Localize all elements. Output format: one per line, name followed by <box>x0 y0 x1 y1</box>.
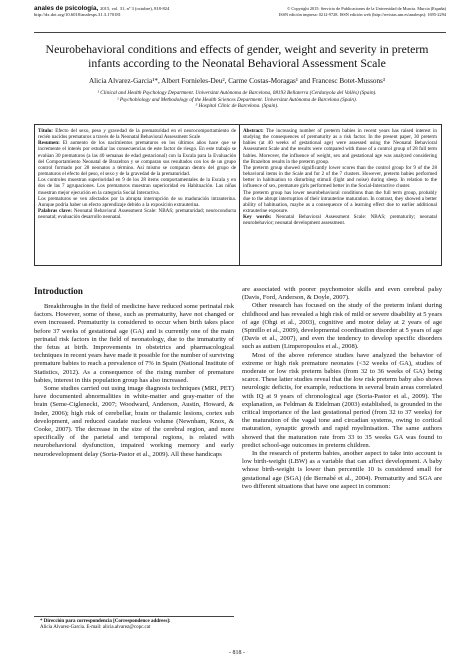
abstract-text-3: The preterm group has lower neurobehavioral conditions than the full term group, probably due to the abrupt interruption of their intrauterine maturation. In contrast, they showed a better ability of habituation, maybe as a consequence of a learning effect due to earlier additional extrauterine exposure. <box>243 189 437 215</box>
footnote-title: * Dirección para correspondencia [Correspondence address]: <box>40 619 171 624</box>
paper-title: Neurobehavioral conditions and effects of gender, weight and severity in preterm infants according to the Neonatal Behavioral Assessment Scale <box>45 42 429 70</box>
body-column-right <box>242 286 442 491</box>
body-paragraph: Breakthroughs in the field of medicine have reduced some perinatal risk factors. However, some of these, such as prematurity, have not changed or even increased. Prematurity is considered to occur when birth takes place before 37 weeks of gestational age (GA) and is currently one of the main perinatal risk factors in the field of neonatology, due to the immaturity of the fetus at birth. Improvements in obstetrics and pharmacological techniques in recent years have made it possible for the number of surviving premature babies to reach a prevalence of 7% in Spain (National Institute of Statistics, 2012). As a consequence of the rising number of premature babies, interest in this population group has also increased. <box>34 303 234 384</box>
body-paragraph: In the research of preterm babies, another aspect to take into account is low birth-weight (LBW) as a variable that can affect development. A baby whose birth-weight is lower than percentile 10 is considered small for gestational age (SGA) (de Bernabé et al., 2004). Prematurity and SGA are two different situations that have one aspect in common: <box>242 450 442 490</box>
abstract-spanish <box>38 128 236 220</box>
abstract-label: Abstract: <box>243 128 264 134</box>
palabras-clave-label: Palabras clave: <box>38 208 72 215</box>
body-paragraph: Most of the above reference studies have analyzed the behavior of extreme or high risk premature neonates (<32 weeks of GA), studies of moderate or low risk preterm babies (from 32 to 36 weeks of GA) being scarce. These latter studies reveal that the low risk preterm baby also shows neurologic deficits, for example, reductions in several brain areas correlated with IQ at 9 years of chronological age (Soria-Pastor et al., 2009). The explanation, as Feldman & Eidelman (2003) established, is grounded in the critical importance of the last gestational period (from 32 to 37 weeks) for the maturation of the vagal tone and circadian systems, owing to cortical maturation, synaptic growth and rapid myelinisation. The same authors showed that the maturation rate from 33 to 35 weeks GA was found to predict school-age outcomes in preterm children. <box>242 351 442 449</box>
journal-name: anales de psicología, 2015, vol. 31, nº 3 (octubre), 818-824 <box>34 5 170 12</box>
spanish-title: Efecto del sexo, peso y gravedad de la prematuridad en el neurocomportamiento de recién nacidos prematuros a través de la Neonatal Behavioral Assessment Scale <box>38 128 236 141</box>
keywords: Neonatal Behavioral Assessment Scale: NBAS; prematurity; neonatal neurobehavior; neonatal development assessment. <box>243 214 437 227</box>
body-paragraph: Other research has focused on the study of the preterm infant during childhood and has revealed a high risk of mild or severe disability at 5 years of age (Ohgi et al., 2003), cognitive and motor delay at 2 years of age (Spinillo et al., 2009), developmental coordination disorder at 5 years of age (Davis et al., 2007), and even the tendency to develop specific disorders such as autism (Limperopoulos et al., 2008). <box>242 302 442 351</box>
author-list: Alicia Alvarez-Garcia¹*, Albert Fornieles-Deu², Carme Costas-Moragas¹ and Francesc Botet-Mussons³ <box>88 77 386 85</box>
affiliations <box>40 90 434 110</box>
copyright-notice <box>279 6 446 18</box>
resumen-text-3: Los prematuros se ven afectados por la abrupta interrupción de su maduración intrauterina. Aunque podría haber un efecto aprendizaje debido a la exposición extrauterina. <box>38 195 236 208</box>
abstract-english <box>243 128 437 227</box>
abstract-text-2: The preterm group showed significantly lower scores than the control group for 9 of the 28 behavioral items in the Scale and for 2 of the 7 clusters. However, preterm babies performed better in habituation to disturbing stimuli (light and noise) during sleep. In relation to the influence of sex, premature girls performed better in the Social-Interactive cluster. <box>243 164 437 190</box>
header-divider <box>34 32 446 33</box>
doi-link[interactable]: http://dx.doi.org/10.6018/analesps.31.3.170181 <box>34 12 121 17</box>
resumen-text: El aumento de los nacimientos prematuros en los últimos años hace que se incremente el interés por estudiar las consecuencias de este factor de riesgo. En este trabajo se evalúan 30 prematuros (a las 40 semanas de edad gestacional) con la Escala para la Evaluación del Comportamiento Neonatal de Brazelton y se comparan sus resultados con los de un grupo control formado por 28 neonatos a término. Así mismo se comparan dentro del grupo de prematuros el efecto del peso, el sexo y de la gravedad de la prematuridad. <box>38 140 236 178</box>
body-column-left <box>34 286 234 459</box>
spanish-title-label: Título: <box>38 128 54 134</box>
page-number: - 818 - <box>229 650 245 656</box>
journal-header <box>34 6 446 32</box>
journal-issue: 2015, vol. 31, nº 3 (octubre), 818-824 <box>100 6 170 11</box>
journal-citation <box>34 6 169 18</box>
affiliation-3: ³ Hospital Clínic de Barcelona. (Spain). <box>195 103 279 110</box>
abstract-divider <box>239 125 240 265</box>
affiliation-1: ¹ Clinical and Health Psychology Department. Universitat Autònoma de Barcelona, 08193 Bellaterra (Cerdanyola del Vallès) (Spain). <box>97 90 377 96</box>
keywords-label: Key words: <box>243 214 272 221</box>
resumen-text-2: Los controles muestran superioridad en 9 de los 28 ítems comportamentales de la Escala y en dos de las 7 agrupaciones. Los prematuros muestran superioridad en Habituación. Las niñas muestran mejor ejecución en la categoría Social Interactiva. <box>38 177 236 196</box>
introduction-heading: Introduction <box>34 286 83 296</box>
copyright-line: © Copyright 2015: Servicio de Publicaciones de la Universidad de Murcia. Murcia (España) <box>287 6 446 11</box>
correspondence-footnote <box>40 619 230 631</box>
issn-line: ISSN edición impresa: 0212-9728. ISSN edición web (http://revistas.um.es/analesps): 1695-2294 <box>278 12 446 17</box>
abstract-text: The increasing number of preterm babies in recent years has raised interest in studying the consequences of prematurity as a risk factor. In the present paper, 30 preterm babies (at 40 weeks of gestational age) were assessed using the Neonatal Behavioral Assessment Scale and the results were compared with those of a control group of 28 full term babies. Moreover, the influence of weight, sex and gestational age was analyzed considering the Brazelton results in the preterm group. <box>243 128 437 165</box>
footnote-divider <box>34 616 234 617</box>
body-paragraph: are associated with poorer psychomotor skills and even cerebral palsy (Davis, Ford, Anderson, & Doyle, 2007). <box>242 286 442 302</box>
abstract-box <box>34 124 442 266</box>
body-paragraph: Some studies carried out using image diagnosis techniques (MRI, PET) have documented abnormalities in white-matter and gray-matter of the brain (Seme-Ciglenecki, 2007; Woodward, Anderson, Austin, Howard, & Inder, 2006); high risk of cerebellar, brain or thalamic lesions, cortex sub development, and reduced caudate nucleus volume (Newnham, Knox, & Cooke, 2007). The decrease in the size of the cerebral region, and more specifically of the parietal and temporal regions, is related with neurobehavioral dysfunction, impaired working memory and early neurodevelopment delay (Soria-Pastor et al., 2009). All these handicaps <box>34 385 234 458</box>
resumen-label: Resumen: <box>38 140 60 147</box>
palabras-clave: Neonatal Behavioral Assessment Scale: NBAS; prematuridad; neuroconducta neonatal; evaluación desarrollo neonatal. <box>38 208 236 221</box>
footnote-text: Alicia Alvarez-Garcia. E-mail: alicia.alvarez@copc.cat <box>40 625 151 630</box>
affiliation-2: ² Psychobiology and Methodology of the Health Sciences Department. Universitat Autònoma de Barcelona (Spain). <box>117 96 357 103</box>
